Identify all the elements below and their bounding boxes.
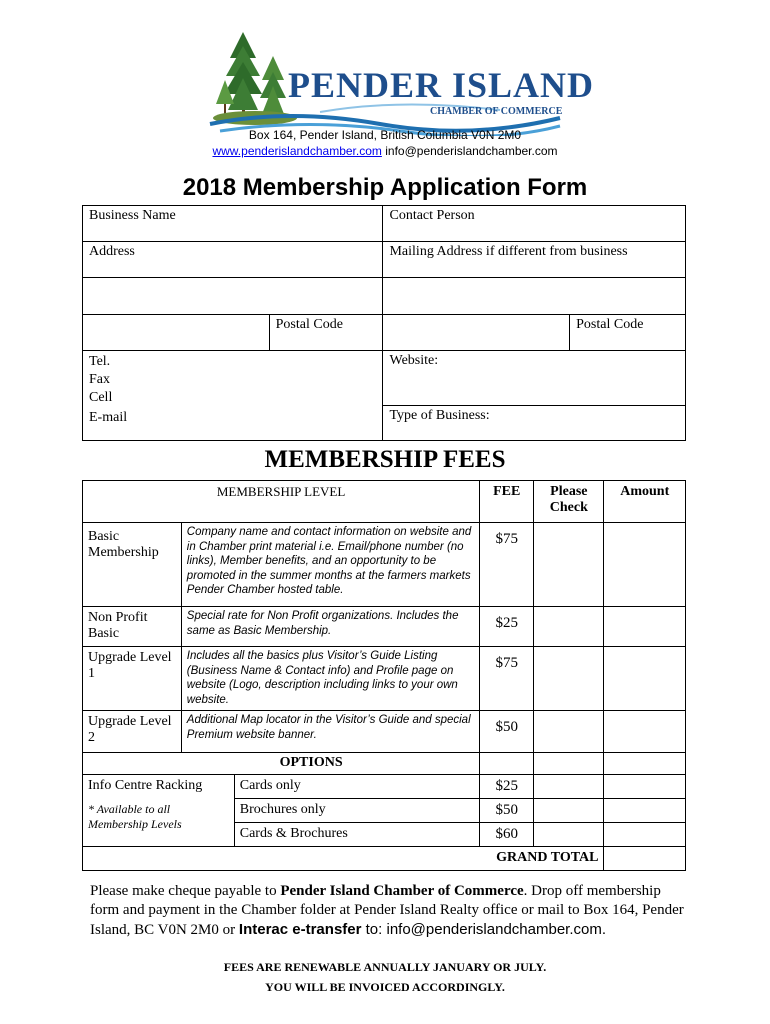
tel-label: Tel. [89, 354, 111, 369]
option-name: Brochures only [234, 799, 479, 823]
table-row [83, 607, 686, 647]
grand-total-label: GRAND TOTAL [83, 847, 604, 871]
table-row [83, 775, 686, 799]
options-spacer [534, 753, 604, 775]
check-box[interactable] [534, 799, 604, 823]
postal-code-field-2[interactable]: Postal Code [570, 315, 686, 351]
chamber-logo [200, 28, 595, 136]
type-of-business-field[interactable]: Type of Business: [383, 406, 686, 441]
level-name: Basic Membership [83, 523, 182, 607]
mailing-address-line-2-field[interactable] [383, 278, 686, 315]
payment-text-2: . Drop off membership form and payment in the Chamber folder at Pender Island Realty office or mail to Box 164, Pender Island, BC V0N 2M0 or [90, 883, 684, 938]
level-fee: $75 [480, 523, 534, 607]
option-fee: $60 [480, 823, 534, 847]
fax-label: Fax [89, 372, 110, 387]
membership-fees-table [82, 480, 686, 871]
amount-field[interactable] [604, 823, 686, 847]
membership-level-header-label: MEMBERSHIP LEVEL [216, 484, 346, 499]
level-name: Upgrade Level 1 [83, 647, 182, 711]
table-row [83, 523, 686, 607]
business-name-field[interactable]: Business Name [83, 206, 383, 242]
level-name: Non Profit Basic [83, 607, 182, 647]
email-text: info@penderislandchamber.com [385, 144, 558, 158]
level-description: Company name and contact information on website and in Chamber print material i.e. Email/phone number (no links), Member benefits, and an opportunity to be promoted in the summer months at the farmers markets Pender Chamber hosted table. [181, 523, 479, 607]
web-email-line [0, 144, 770, 158]
racking-note: * Available to all Membership Levels [88, 802, 182, 831]
logo-subtitle: CHAMBER OF COMMERCE [430, 106, 563, 117]
table-row [83, 711, 686, 753]
option-name: Cards only [234, 775, 479, 799]
contact-person-field[interactable]: Contact Person [383, 206, 686, 242]
option-fee: $50 [480, 799, 534, 823]
level-description: Additional Map locator in the Visitor’s Guide and special Premium website banner. [181, 711, 479, 753]
check-box[interactable] [534, 607, 604, 647]
amount-field[interactable] [604, 799, 686, 823]
etransfer-label: Interac e-transfer [238, 921, 362, 938]
website-link[interactable]: www.penderislandchamber.com [212, 144, 382, 158]
option-fee: $25 [480, 775, 534, 799]
amount-field[interactable] [604, 607, 686, 647]
check-box[interactable] [534, 647, 604, 711]
fee-header: FEE [480, 481, 534, 523]
please-check-header: Please Check [534, 481, 604, 523]
website-field[interactable]: Website: [383, 351, 686, 406]
email-label: E-mail [89, 410, 128, 425]
renewal-notice [0, 957, 770, 997]
payee-name: Pender Island Chamber of Commerce [280, 883, 524, 899]
level-description: Special rate for Non Profit organizations. Includes the same as Basic Membership. [181, 607, 479, 647]
racking-label: Info Centre Racking [88, 778, 203, 793]
mailing-address-line-3-field[interactable] [383, 315, 570, 351]
amount-field[interactable] [604, 523, 686, 607]
check-box[interactable] [534, 823, 604, 847]
options-spacer [480, 753, 534, 775]
notice-line-1: FEES ARE RENEWABLE ANNUALLY JANUARY OR JULY. [223, 960, 547, 974]
grand-total-field[interactable] [604, 847, 686, 871]
address-field[interactable]: Address [83, 242, 383, 278]
address-line-3-field[interactable] [83, 315, 270, 351]
payment-instructions [90, 882, 690, 940]
address-line: Box 164, Pender Island, British Columbia V0N 2M0 [248, 128, 522, 142]
business-info-table [82, 205, 686, 441]
notice-line-2: YOU WILL BE INVOICED ACCORDINGLY. [265, 980, 505, 994]
options-spacer [604, 753, 686, 775]
form-title: 2018 Membership Application Form [182, 174, 588, 201]
level-description: Includes all the basics plus Visitor’s Guide Listing (Business Name & Contact info) and Profile page on website (Logo, description including links to your own website. [181, 647, 479, 711]
level-fee: $25 [480, 607, 534, 647]
postal-code-field-1[interactable]: Postal Code [269, 315, 383, 351]
logo-title: PENDER ISLAND [288, 65, 595, 105]
level-fee: $50 [480, 711, 534, 753]
membership-fees-title: MEMBERSHIP FEES [264, 446, 506, 473]
cell-label: Cell [89, 390, 113, 405]
payment-text-3: to: info@penderislandchamber.com. [361, 921, 606, 938]
info-centre-racking-cell [83, 775, 235, 847]
check-box[interactable] [534, 775, 604, 799]
level-name: Upgrade Level 2 [83, 711, 182, 753]
mailing-address-field[interactable]: Mailing Address if different from business [383, 242, 686, 278]
amount-field[interactable] [604, 711, 686, 753]
amount-field[interactable] [604, 775, 686, 799]
option-name: Cards & Brochures [234, 823, 479, 847]
amount-header: Amount [604, 481, 686, 523]
phone-contacts-field[interactable] [83, 351, 383, 441]
amount-field[interactable] [604, 647, 686, 711]
check-box[interactable] [534, 711, 604, 753]
options-title: OPTIONS [83, 753, 480, 775]
membership-level-header [83, 481, 480, 523]
address-line-2-field[interactable] [83, 278, 383, 315]
level-fee: $75 [480, 647, 534, 711]
payment-text-1: Please make cheque payable to [90, 883, 281, 899]
check-box[interactable] [534, 523, 604, 607]
table-row [83, 647, 686, 711]
